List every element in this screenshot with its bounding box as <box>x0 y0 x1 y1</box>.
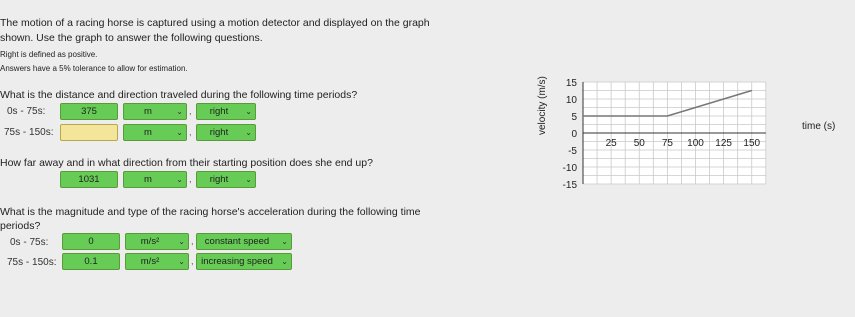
comma: , <box>189 127 192 137</box>
comma: , <box>189 174 192 184</box>
x-axis-label: time (s) <box>802 121 836 132</box>
y-tick-label: -10 <box>562 163 577 174</box>
q1-row1-direction-select[interactable] <box>196 103 256 120</box>
q3-row1-value-input[interactable]: 0 <box>62 233 120 250</box>
y-tick-label: -15 <box>562 180 577 191</box>
q1-row2-value-input[interactable] <box>60 124 118 141</box>
note-right-positive: Right is defined as positive. <box>0 50 98 59</box>
intro-line-1: The motion of a racing horse is captured using a motion detector and displayed on the graph <box>0 17 430 29</box>
chevron-down-icon: ⌄ <box>245 175 252 184</box>
intro-line-2: shown. Use the graph to answer the following questions. <box>0 32 263 44</box>
x-tick-label: 150 <box>743 138 761 149</box>
direction-value: right <box>209 174 229 185</box>
y-tick-label: -5 <box>568 146 577 157</box>
note-tolerance: Answers have a 5% tolerance to allow for estimation. <box>0 64 188 73</box>
q3-prompt-line-2: periods? <box>0 220 41 232</box>
q3-row1-unit-select[interactable] <box>125 233 189 250</box>
q3-row1-type-select[interactable] <box>196 233 292 250</box>
comma: , <box>191 256 194 266</box>
x-tick-label: 100 <box>687 138 704 149</box>
chevron-down-icon: ⌄ <box>178 237 185 246</box>
q1-row2-unit-select[interactable] <box>123 124 187 141</box>
q3-row2-value-input[interactable]: 0.1 <box>62 253 120 270</box>
q2-prompt: How far away and in what direction from their starting position does she end up? <box>0 157 373 169</box>
q3-row2-label: 75s - 150s: <box>7 257 57 268</box>
chevron-down-icon: ⌄ <box>176 128 183 137</box>
q1-prompt: What is the distance and direction traveled during the following time periods? <box>0 89 358 101</box>
chevron-down-icon: ⌄ <box>178 257 185 266</box>
chevron-down-icon: ⌄ <box>245 107 252 116</box>
x-tick-label: 75 <box>661 138 673 149</box>
q2-unit-select[interactable] <box>123 171 187 188</box>
unit-value: m <box>144 127 152 138</box>
y-tick-label: 10 <box>565 95 577 106</box>
q1-row1-label: 0s - 75s: <box>7 106 46 117</box>
unit-value: m <box>144 174 152 185</box>
chevron-down-icon: ⌄ <box>176 175 183 184</box>
velocity-time-chart <box>520 20 855 245</box>
q1-row1-value-input[interactable]: 375 <box>60 103 118 120</box>
type-value: constant speed <box>204 236 270 247</box>
q1-row2-label: 75s - 150s: <box>4 127 54 138</box>
q2-value-input[interactable]: 1031 <box>60 171 118 188</box>
x-tick-label: 125 <box>715 138 732 149</box>
y-tick-label: 0 <box>571 129 577 140</box>
unit-value: m <box>144 106 152 117</box>
q3-row2-unit-select[interactable] <box>125 253 189 270</box>
x-tick-label: 50 <box>633 138 645 149</box>
q3-row1-label: 0s - 75s: <box>10 237 49 248</box>
chevron-down-icon: ⌄ <box>176 107 183 116</box>
direction-value: right <box>209 127 229 138</box>
chevron-down-icon: ⌄ <box>245 128 252 137</box>
y-axis-label: velocity (m/s) <box>537 76 548 135</box>
y-tick-label: 15 <box>565 78 577 89</box>
q1-row2-direction-select[interactable] <box>196 124 256 141</box>
type-value: increasing speed <box>201 256 273 267</box>
x-tick-label: 25 <box>605 138 617 149</box>
q3-row2-type-select[interactable] <box>196 253 292 270</box>
direction-value: right <box>209 106 229 117</box>
unit-value: m/s² <box>140 236 160 247</box>
y-tick-label: 5 <box>571 112 577 123</box>
q1-row1-unit-select[interactable] <box>123 103 187 120</box>
unit-value: m/s² <box>140 256 160 267</box>
q2-direction-select[interactable] <box>196 171 256 188</box>
comma: , <box>191 236 194 246</box>
chevron-down-icon: ⌄ <box>281 237 288 246</box>
chevron-down-icon: ⌄ <box>281 257 288 266</box>
comma: , <box>189 106 192 116</box>
q3-prompt-line-1: What is the magnitude and type of the racing horse's acceleration during the following time <box>0 206 421 218</box>
